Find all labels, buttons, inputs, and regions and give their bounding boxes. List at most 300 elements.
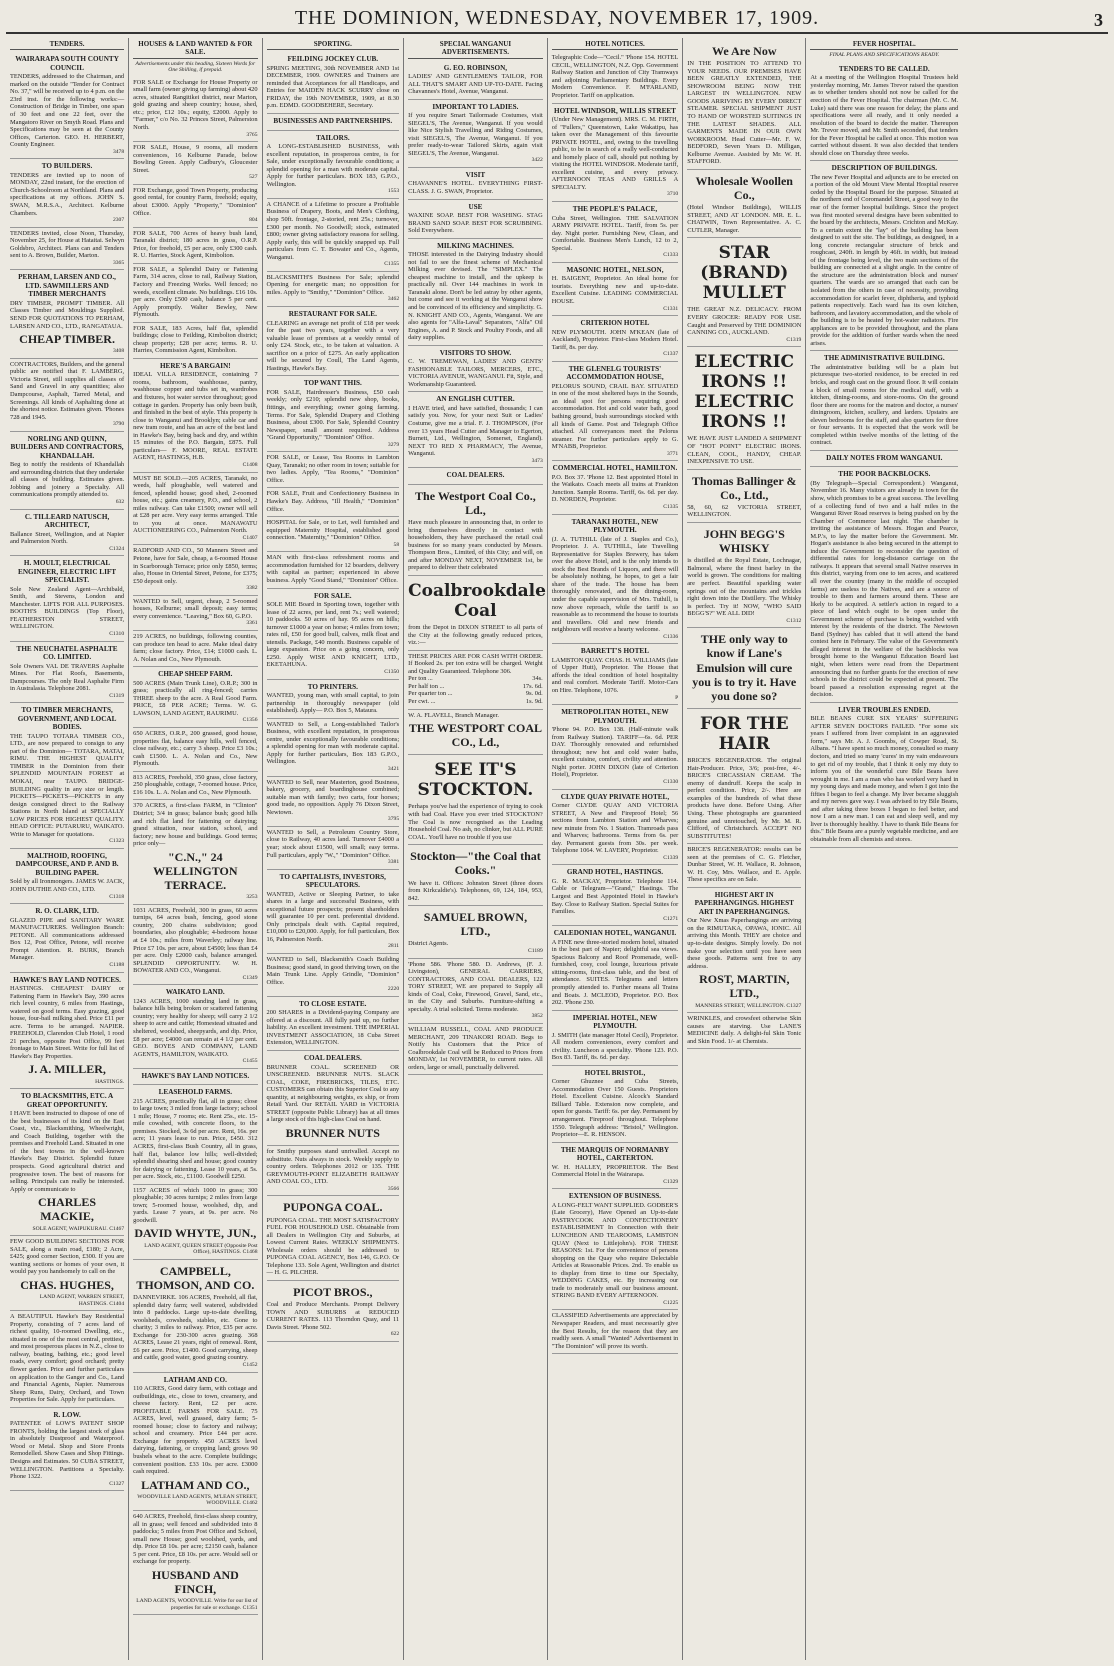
advertisement: [10, 703, 124, 849]
ad-body: WANTED to Sell, a Petroleum Country Store, close to Railway, 40 acres land. Turnover £4000 a year; stock about £1500, will small; easy terms. Full particulars, apply "W.," "Dominion" Office.: [266, 828, 400, 859]
ad-body: WANTED to Sell, near Masterton, good Business, bakery, grocery, and boardinghouse combined; suitable man with family; two carts, four horses; good trade, no opposition. Apply 76 Dixon Street, Newtown.: [266, 778, 400, 816]
advertisement: [10, 159, 124, 227]
advertisement: [133, 772, 257, 801]
ad-body: Have much pleasure in announcing that, in order to bring themselves directly in contact with householders, they have purchased the retail coal business for so many years conducted by Messrs. Thompson Bros., Limited, of this City; and will, on and after MONDAY NEXT, NOVEMBER 1st, be prepared to deliver their celebrated: [408, 519, 543, 572]
advertisement: [133, 905, 257, 986]
price-row: [408, 690, 543, 698]
advertisement: [552, 515, 678, 645]
ad-body: IN THE POSITION TO ATTEND TO YOUR NEEDS. OUR PREMISES HAVE BEEN GREATLY EXTENDED, THE SHOWROOM BEING NOW THE LARGEST IN WELLINGTON. NEW GOODS ARRIVING BY EVERY DIRECT STEAMER. SPECIAL SHIPMENT JUST TO HAND OF WORSTED SUITINGS IN THE LATEST SHADES. ALL GARMENTS MADE IN OUR OWN WORKROOM. Head Cutter—Mr. F. W. BEDFORD, Seven Years D. Milligan, Kelburne Avenue. Assisted by Mr. W. H. STAFFORD.: [687, 60, 802, 166]
ad-reference: C1333: [663, 252, 679, 259]
ad-reference: 3478: [112, 148, 125, 155]
ad-reference: C1324: [109, 545, 125, 552]
ad-heading: TO CLOSE ESTATE.: [299, 999, 367, 1008]
ad-heading: R. LOW.: [53, 1410, 81, 1419]
section-heading: FEVER HOSPITAL.: [810, 40, 958, 50]
advertisement: [687, 709, 801, 844]
ad-heading: COMMERCIAL HOTEL, HAMILTON.: [552, 464, 678, 473]
advertisement: [810, 467, 958, 702]
ad-reference: SOLE AGENT, WAIPUKURAU. C1467: [32, 1225, 125, 1232]
ad-heading: H. MOULT, ELECTRICAL ENGINEER, ELECTRIC LIFT SPECIALIST.: [18, 559, 117, 585]
advertisement: [133, 264, 257, 323]
advertisement: [408, 906, 543, 958]
ad-body: Corner Ghuznee and Cuba Streets, Accommodation Over 150 Guests. Proprietors Hotel. Excellent Cuisine. Alcock's Standard Billiard Table. Extension now complete, and open for guests. Tariff: 6s. per day. Permanent by arrangement. Fireproof throughout. Telephone 1550. Telegraph address: "Bristol," Wellington. Proprietor—E. R. HENSON.: [551, 1078, 679, 1139]
ad-heading: HAWKE'S BAY LAND NOTICES.: [13, 975, 121, 984]
advertisement: [552, 263, 678, 316]
ad-reference: C1189: [528, 948, 543, 954]
ad-body: WANTED to Sell, a Long-established Tailor's Business, with excellent reputation, in prosperous centre, under exceptionally favourable conditions; a splendid opening for man with moderate capital. Apply for further particulars, Box 183 G.P.O., Wellington.: [266, 720, 400, 766]
advertisement: [133, 728, 257, 772]
ad-heading: HIGHEST ART IN PAPERHANGINGS. HIGHEST ART IN PAPERHANGINGS.: [694, 890, 794, 916]
advertisement: [408, 200, 543, 239]
ad-reference: 622: [390, 1331, 400, 1338]
ad-body: District Agents.: [408, 940, 449, 948]
price-row: [408, 675, 543, 683]
ad-body: (Hotel Windsor Buildings), WILLIS STREET, AND AT LONDON. MR. E. L. CHATWIN, Town Representative. A. C. CUTLER, Manager.: [687, 204, 802, 234]
advertisement: [552, 1066, 678, 1143]
advertisement: [552, 1189, 678, 1310]
ad-heading: MALTHOID, ROOFING, DAMPCOURSE, AND P. AND B. BUILDING PAPER.: [15, 852, 119, 877]
advertisement: [10, 359, 124, 432]
ad-heading: THE POOR BACKBLOCKS.: [838, 470, 931, 479]
ad-name: PUPONGA COAL.: [283, 1200, 383, 1215]
ad-heading: R. O. CLARK, LTD.: [35, 907, 99, 916]
advertisement: [10, 270, 124, 358]
ad-body: RADFORD AND CO., 50 Manners Street and Petone, have for Sale, cheap, a 6-roomed House in Scarborough Terrace; price only £850, terms; also, House in Oriental Street, Petone, for £375; £50 deposit only.: [133, 547, 258, 585]
ad-reference: 3421: [387, 765, 400, 772]
advertisement: [267, 827, 400, 870]
advertisement: [267, 1146, 400, 1196]
ad-heading: LEASEHOLD FARMS.: [158, 1088, 232, 1097]
advertisement: [408, 485, 543, 576]
ad-body: TENDERS invited, close Noon, Thursday, November 25, for House at Hataitai. Selwyn Goldsbro, Architect. Plans can and Tenders sent to A. Brown, Builder, Marton.: [10, 229, 125, 260]
ad-reference: C1335: [663, 504, 679, 511]
ad-reference: 3408: [112, 348, 125, 355]
ad-body: THESE PRICES ARE FOR CASH WITH ORDER. If Booked 2s. per ton extra will be charged. Weight and Quality Guaranteed. Telephone 306.: [408, 652, 543, 675]
ad-body: 500 ACRES (Main Trunk Line), O.R.P.; 300 in grass; practically all ring-fenced; carries THREE sheep to the acre. A Real Good Farm. PRICE, £8 PER ACRE; Terms. W. G. LAWSON, LAND AGENT, RAURIMU.: [133, 679, 258, 717]
ad-name: LATHAM AND CO.,: [141, 1477, 250, 1492]
ad-body: CONTRACTORS, Builders, and the general public are notified that F. LAMBERG, Victoria Street, still supplies all classes of Sand and Gravel in any quantities; also Dampcourse, Asphalt, Tarred Metal, and Screenings. All kinds of Asphalting done at the shortest notice. Estimates given. 'Phones 728 and 1945.: [10, 360, 125, 421]
advertisement: [552, 705, 678, 789]
ad-name: Thomas Ballinger & Co., Ltd.,: [692, 473, 797, 502]
advertisement: [810, 161, 958, 351]
advertisement: [10, 973, 124, 1090]
advertisement: [408, 468, 543, 484]
ad-body: 1031 ACRES, Freehold, 300 in grass, 60 acres turnips, 64 acres bush, fencing, good stone country, 200 chains subdivision; good boundaries, also ploughable; 4-bedroom house at £4 10s.; miles from Waverley; railway line. Price £7 10s. per acre, about £4500; less than £4 per acre. Only £2000 cash, balance arranged. SPLENDID OPPORTUNITY. W. H. BOWATER AND CO., Wanganui.: [133, 906, 258, 975]
ad-body: Corner CLYDE QUAY AND VICTORIA STREET, A New and Fireproof Hotel; 56 sections from Lambton Station and Wharves; new minute from No. 1 Station. Tramroads pass and Wharves; bathrooms. Terms from 6s. per day. Permanent guests from 30s. per week. Telephone 1064. W. LAVERY, Proprietor.: [551, 801, 679, 855]
advertisement: [267, 870, 400, 954]
advertisement: [810, 451, 958, 467]
advertisement: [133, 800, 257, 904]
ad-name: Stockton—"the Coal that Cooks.": [410, 849, 541, 878]
advertisement: [267, 552, 400, 588]
ad-reference: C1271: [663, 915, 679, 922]
ad-body: FOR SALE, 183 Acres, half flat, splendid buildings; close to Feilding, Kimbolton district; cheap property; £28 per acre; terms. R. U. Harries, Commission Agent, Kimbolton.: [133, 324, 258, 355]
advertisement: [687, 347, 801, 469]
ad-body: Telegraphic Code—"Cecil." 'Phone 154. HOTEL CECIL, WELLINGTON, N.Z. Opp. Government Railway Station and Junction of City Tramways and adjoining Parliamentary Buildings. Every Modern Convenience. F. M'FARLAND, Proprietor. Tariff on application.: [551, 54, 679, 99]
ad-body: is distilled at the Royal Estate, Lochnagar, Balmoral, where the finest barley in the world is grown. The conditions for malting are perfect. Beautiful sparkling water springs out of the mountains and trickles right down into the Distillery. The Whisky is perfect. Try it! NOW, "WHO SAID BEGG'S?" WE ALL DID!: [687, 557, 802, 618]
ad-reference: C1319: [109, 692, 125, 699]
price-value: 34s.: [532, 675, 543, 683]
advertisement: [133, 1085, 257, 1185]
ad-heading: BUSINESSES AND PARTNERSHIPS.: [273, 117, 393, 126]
ad-body: (Under New Management). MRS. C. M. FIRTH, of "Fullers," Queenstown, Lake Wakatipu, has taken over the Management of this favourite PRIVATE HOTEL, and, owing to the travelling public, to be in search of a really well-conducted and homely place of call, should put nothing by visiting the HOTEL WINDSOR. Moderate tariff, excellent cuisine, and every privacy. AFTERNOON TEAS AND GRILLS A SPECIALTY.: [551, 116, 679, 191]
ad-heading: HOTEL WINDSOR, WILLIS STREET: [553, 106, 676, 115]
ad-heading: THE NEUCHATEL ASPHALTE CO. LIMITED.: [16, 644, 118, 662]
ad-name: BRUNNER NUTS: [285, 1125, 380, 1140]
ad-reference: C1407: [242, 534, 258, 541]
ad-body: BLACKSMITH'S Business For Sale; splendid Opening for energetic man; no opposition for miles. Apply to "Smithy," "Dominion" Office.: [266, 273, 400, 296]
ad-heading: THE MARQUIS OF NORMANBY HOTEL, CARTERTON.: [560, 1145, 670, 1163]
ad-heading: CRITERION HOTEL: [580, 319, 650, 328]
ad-body: HOSPITAL for Sale, or to Let, well furnished and equipped Maternity Hospital, established good connection. "Maternity," "Dominion" Office.: [266, 519, 400, 542]
ad-heading: USE: [468, 202, 483, 211]
advertisement: [267, 954, 400, 997]
ad-heading: FEILDING JOCKEY CLUB.: [287, 55, 379, 64]
advertisement: [133, 473, 257, 546]
ad-heading: AN ENGLISH CUTTER.: [436, 395, 515, 404]
price-list: [408, 675, 543, 705]
ad-body: FOR SALE, Hairdresser's Business, £50 cash weekly; only £210; splendid new shop, books, fittings, and everything; owner going farming. Terms. For Sale, Splendid Drapery and Clothing Business, about £300. For Sale, Splendid Country Newspaper, small amount required. Address "Grand Opportunity," "Dominion" Office.: [266, 388, 400, 442]
ad-reference: 3790: [112, 421, 125, 428]
ad-heading: CLYDE QUAY PRIVATE HOTEL,: [560, 792, 670, 801]
ad-body: BRUNNER COAL. SCREENED OR UNSCREENED. BRUNNER NUTS. SLACK COAL, COKE, FIREBRICKS, TILES, ETC. CUSTOMERS can obtain this Superior Coal to any quantity, at neighbouring weights, ex ship, or from Retail Yard. Our RETAIL YARD in VICTORIA STREET (opposite Public Library) has at all times a large stock of this high-class Coal on hand.: [266, 1063, 400, 1124]
ad-body: FOR SALE or Exchange for House Property or small farm (owner giving up farming) about 420 acres, situated Rangitikei district, near Marton, gold grazing and sheep country; house, shed, etc.; price, £12 10s.; equity, £2000. Apply to "Farmer," c/o No. 32 Princes Street, Palmerston North.: [133, 78, 258, 131]
advertisement: [408, 1024, 543, 1075]
ad-body: Sole Owners VAL DE TRAVERS Asphalte Mines. For Flat Roofs, Basements, Dampcourses. The only Real Asphalte Firm in Australasia. Telephone 2081.: [10, 662, 125, 693]
ad-body: Ballance Street, Wellington, and at Napier and Palmerston North.: [10, 530, 125, 546]
advertisement: [687, 628, 801, 709]
ad-body: P.O. Box 37. 'Phone 12. Best appointed Hotel in the Waikato. Coach meets all trains at Frankton Junction. Sample Rooms. Tariff, 6s. 6d. per day. D. NORDEN, Proprietor.: [551, 473, 679, 504]
ad-body: Sole New Zealand Agent—Archibald, Smith, and Stevens, London and Manchester. LIFTS FOR ALL PURPOSES. BOOTH'S BUILDINGS (Top Floor), FEATHERSTON STREET, WELLINGTON.: [10, 585, 125, 631]
ad-display-heading: Coalbrookdale Coal: [408, 580, 546, 621]
advertisement: [10, 1089, 124, 1236]
advertisement: [267, 997, 400, 1051]
ad-reference: 3765: [246, 131, 258, 138]
advertisement: [687, 1013, 801, 1049]
price-label: Per quarter ton ...: [408, 690, 453, 698]
ad-reference: C1337: [663, 351, 679, 358]
ad-heading: WAIRARAPA SOUTH COUNTY COUNCIL: [15, 55, 119, 72]
ad-heading: MASONIC HOTEL, NELSON,: [566, 265, 664, 274]
advertisement: [267, 52, 400, 114]
advertisement: [10, 849, 124, 904]
price-row: [408, 698, 543, 706]
ad-body: A LONG-ESTABLISHED BUSINESS, with excellent reputation, in prosperous centre, is for Sale, under exceptionally favourable conditions; a splendid opening for a man with moderate capital. Apply for further particulars. BOX 183, G.P.O., Wellington.: [266, 142, 400, 188]
ad-body: DRY TIMBER, PROMPT TIMBER. All Classes Timber and Mouldings Supplied. SEND FOR QUOTATIONS TO PERHAM, LARSEN AND CO., LTD., RANGATAUA.: [10, 299, 125, 330]
advertisement: [408, 346, 543, 393]
ad-reference: LAND AGENTS, WOODVILLE. Write for our list of properties for sale or exchange. C1351: [136, 1598, 258, 1611]
advertisement: [10, 1311, 124, 1408]
ad-body: IDEAL VILLA RESIDENCE, containing 7 rooms, bathroom, washhouse, pantry, washhouse copper and tubs set in, wardrobes and fixtures, hot water service throughout; good cottage in garden. Property has only been built, and finished in the best of style. This property is close to Wanganui and Brooklyn; cable car and new tram route, and has an acre of the best land in Hawke's Bay, being back and dry, and within 15 minutes of the P.O. Bargain, £875. Full particulars— F. MOORE, REAL ESTATE AGENT, HASTINGS, H.B.: [133, 371, 258, 462]
advertisement: [687, 170, 801, 239]
ad-body: 110 ACRES, Good dairy farm, with cottage and outbuildings, etc., close to town, creamery, and cheese factory. Rent, £2 per acre. PROFITABLE FARMS FOR SALE. 75 ACRES, level, well grassed, dairy farm; 5-roomed house; close to factory and railway; school and creamery. Price £44 per acre. Exchange for property. 450 ACRES level dairying, fattening, or cropping land; grows 90 bushels wheat to the acre. Complete buildings; convenient position. £33 10s. per acre. £3000 cash required.: [133, 1385, 258, 1476]
ad-body: C. W. TREMEWAN, LADIES' AND GENTS' FASHIONABLE TAILORS, MERCERS, ETC., VICTORIA AVENUE, WANGANUI. Fit, Style, and Workmanship Guaranteed.: [408, 358, 543, 388]
ad-name: We Are Now: [712, 44, 777, 58]
ad-heading: TO BUILDERS.: [41, 162, 93, 171]
ad-name: PICOT BROS.,: [293, 1284, 373, 1299]
ad-reference: 1553: [387, 188, 400, 195]
ad-reference: C1318: [109, 893, 125, 900]
ad-body: PUPONGA COAL. THE MOST SATISFACTORY FUEL FOR HOUSEHOLD USE. Obtainable from all Dealers in Wellington City and Suburbs, at Lowest Current Rates. WEEKLY SHIPMENTS. Wholesale orders should be addressed to PUPONGA COAL AGENCY, Box 146, G.P.O. Or Telephone 133. Sole Agent, Wellington and district— H. G. PILCHER.: [266, 1216, 400, 1277]
ad-reference: 3852: [531, 1013, 543, 1020]
column-1: [6, 38, 129, 1660]
advertisement: [267, 452, 400, 488]
ad-body: FOR SALE, a Splendid Dairy or Fattening Farm, 314 acres, close to rail, Railway Station, Factory and Freezing Works. Well fenced; no weeds, excellent climate. No buildings. £16 10s. per acre. Only £500 cash, balance 5 per cent. Apply promptly. Walter Bewley, New Plymouth.: [133, 265, 258, 319]
ad-body: 219 ACRES, no buildings, following counties, can produce ten head to acre. Make ideal dairy farm; close factory. Price, £14; £1000 cash. L. A. Nolan and Co., New Plymouth.: [133, 633, 258, 663]
ad-reference: 3566: [387, 1185, 400, 1192]
ad-heading: DAILY NOTES FROM WANGANUI.: [826, 453, 943, 462]
ad-body: 215 ACRES, practically flat, all in grass; close to large town; 3 miled from large factory; school 1 mile; House, 7 rooms; etc. Rent 25s., etc. 15-mile cowshed, with concrete floors, to the premises. Stocked, 3s 6d per acre. Rent, 16s. per acre; 11 years lease to run. Price, £450. 312 ACRES, first-class Bush Country, all in grass, half flat, balance low hills; well-divided; splendid shearing shed and house; good country for dairying or fattening. Lease 10 years, at 5s. per acre. Stock, etc., £1100. Goodwill £250.: [133, 1097, 258, 1181]
ad-display-heading: FOR THE HAIR: [699, 714, 789, 755]
advertisement: [408, 651, 543, 710]
ad-heading: PERHAM, LARSEN AND CO., LTD. SAWMILLERS AND TIMBER MERCHANTS: [18, 273, 116, 299]
ad-reference: C1455: [242, 1058, 258, 1065]
advertisement: [267, 307, 400, 376]
ad-body: The administrative building will be a plain but picturesque two-storied residence, to be erected in red bricks, and rough cast on the ground floor. It will contain a block of small rooms for the medical staff, with a kitchen, dining-rooms, and store-rooms. On the ground floor there are rooms for the matron and doctor, a nurses' diningroom, kitchen, scullery, and larders. Upstairs are eleven bedrooms for the staff, and also quarters for three or four servants. It is expected that the work will be completed within twelve months of the letting of the contract.: [810, 363, 959, 447]
ad-reference: 3462: [387, 296, 400, 303]
ad-heading: G. EO. ROBINSON,: [443, 63, 508, 72]
advertisement: [10, 52, 124, 159]
ad-body: 650 ACRES, O.R.P., 200 grassed, good house, properties flat, balance easy hills, well fenced, close railway, etc.; carry 3 sheep. Price £3 10s.; cash £1500. L. A. Nolan and Co., New Plymouth.: [133, 730, 258, 768]
section-subtitle: Advertisements under this heading, Sixteen Words for One Shilling, if prepaid.: [135, 60, 256, 74]
ad-body: THOSE interested in the Dairying Industry should not fail to see the finest scheme of Mechanical Milking ever devised. The "SIMPLEX." The cheapest machine to install, and the upkeep is practically nil. Over 144 machines in work in Taranaki alone. Don't be led astray by other agents, but come and see it working at the Wanganui show and be convinced of its efficiency and simplicity. G. N. KNIGHT AND CO., Agents, Wanganui. We are also agents for "Alfa-Laval" Separators, "Alfa" Oil Engines, A. and P. Stock and Poultry Foods, and all dairy supplies.: [408, 251, 543, 342]
ad-body: 'Phone 94. P.O. Box 138. (Half-minute walk from Railway Station). TARIFF—6s. 6d. PER DAY. Thoroughly renovated and refurnished throughout; new hot and cold water baths, excellent cuisine, comfort, civility and attention. Night porter. JOHN DIXON (late of Criterion Hotel), Proprietor.: [551, 726, 679, 779]
ad-body: (By Telegraph—Special Correspondent.) Wanganui, November 16. Many visitors are already in town for the show, which promises to be a great success. The levelling of a collecting fund of two and a half miles in the Wanganui River Road reserves is being pushed on by the Chamber of Commerce last night. The chamber is inviting the assistance of Messrs. Hogan and Pearce, M.P.'s, to lay the matter before the Government. Mr. Hogan's assistance is also being secured in the attempt to induce the Government to reconsider the question of differential rates for long-distance carriage on the railways. It appears that several small Native reserves in this district, varying from one to ten acres, and scattered all over the country (many in the middle of occupied farms) are useless to the Natives, and are a source of trouble to them and farmers around them. These are likely to be acquired. A settler's action in regard to a piece of land which ought to be open under the Government scheme of purchase is being watched with interest by the residents of the district. The Newtown Band (Sydney) has cabled that it will attend the band contest here in February. The value of the Government's alleged interest in the welfare of the backblocks was brought home to the Wanganui Education Board last night, when letters were read from the Department announcing that no further grants for the erection of new schools in the district could be expected at present. The board passed a resolution expressing regret at the decision.: [810, 479, 959, 699]
ad-name: JOHN BEGG'S WHISKY: [703, 527, 785, 556]
advertisement: [552, 926, 678, 1010]
ad-display-heading: SEE IT'S STOCKTON.: [417, 760, 534, 801]
ad-reference: C1225: [663, 1299, 679, 1306]
ad-name: J. A. MILLER,: [28, 1062, 106, 1077]
ad-reference: 3279: [387, 441, 400, 448]
ad-heading: COAL DEALERS.: [446, 471, 505, 480]
advertisement: [10, 1236, 124, 1311]
advertisement: [10, 510, 124, 557]
ad-reference: C1319: [786, 336, 802, 343]
ad-body: 1243 ACRES, 1000 standing land in grass, balance hills being broken or scattered fattening country; very healthy for sheep; will carry 2 1/2 sheep to acre and cattle; Homestead situated and sheltered, woolshed, sheepyards, and dip. Price, £8 per acre; £4000 can remain at 4 1/2 per cent. GEO. BOYES AND COMPANY, LAND AGENTS, HAMILTON, WAIKATO.: [133, 997, 258, 1058]
ad-body: (J. A. TUTHILL (late of J. Staples and Co.), Proprietor. J. A. TUTHILL, late Travelling Representative for Staples Brewery, has taken over the above Hotel, and is the only intends to stock the Best Brands of Liquors, and there will be absolutely nothing, he hopes, to get a fair share of the trade. The house has been thoroughly renovated, and the dining-room, under the capable supervision of Mrs. Tuthill, is now above reproach, while the tariff is so reasonable as to recommend the house to tourists and travellers. Old and new friends and neighbours will receive a hearty welcome.: [551, 535, 679, 634]
advertisement: [267, 777, 400, 827]
advertisement: [408, 755, 543, 845]
ad-heading: WAIKATO LAND.: [165, 988, 225, 997]
ad-body: PATENTEE of LOW'S PATENT SHOP FRONTS, holding the largest stock of glass in absolutely Dustproof and Waterproof. Wood or Metal. Shop and Store Fronts Remodelled. Show Cases and Shop Fittings. Designs and Estimates. 50 CUBA STREET, WELLINGTON. Partitions a Specialty. Phone 1322.: [10, 1420, 125, 1481]
ad-heading: NORLING AND QUINN, BUILDERS AND CONTRACTORS, KHANDALLAH.: [10, 434, 124, 460]
advertisement: [552, 362, 678, 461]
ad-body: LADIES' AND GENTLEMEN'S TAILOR, FOR ALL THAT'S SMART AND UP-TO-DATE. Facing Chavannes's Hotel, Avenue, Wanganui.: [408, 72, 543, 96]
price-value: 1s. 9d.: [525, 697, 543, 705]
column-7: [806, 38, 962, 1660]
ad-reference: 3361: [246, 620, 258, 627]
ad-body: THE TAUPO TOTARA TIMBER CO., LTD., are now prepared to consign to any part of the Dominion— TOTARA, MATAI, RIMU. THE HIGHEST QUALITY TIMBER in the Dominion from their SPLENDID MOUNTAIN FOREST at MOKAI, near TAUPO. BRIDGE-BUILDING quality in any size or length. PICKETS—PICKETS—PICKETS in any design consigned direct to the Railway Stations in North Island at SPECIALLY LOW PRICES FOR HIGHEST QUALITY. HEAD OFFICE: PUTARURU, WAIKATO. Write to Manager for quotations.: [10, 732, 125, 838]
ad-reference: 2220: [387, 986, 400, 993]
advertisement: [10, 228, 124, 271]
ad-heading: METROPOLITAN HOTEL, NEW PLYMOUTH.: [561, 708, 669, 725]
ad-reference: 3795: [387, 816, 400, 823]
ad-reference: C1408: [242, 461, 258, 468]
advertisement: [552, 865, 678, 926]
ad-body: DANNEVIRKE. 106 ACRES, Freehold, all flat, splendid dairy farm; well watered, subdivided into 8 paddocks. Large up-to-date dwelling, woolsheds, cowsheds, stables, etc. Gone to charity; 3 miles to railway. Price, £35 per acre. Exchange for 230-300 acres grazing. 368 ACRES, Lease 21 years, right of renewal. Rent, £6 per acre. Price, £1400. Good carrying, sheep and cattle, good water, good grazing country.: [133, 1294, 258, 1362]
price-label: Per cwt. ...: [408, 697, 436, 705]
price-value: 9s. 0d.: [525, 690, 543, 698]
ad-body: BRICE'S REGENERATOR: results can be seen at the premises of C. G. Fletcher, Dunbar Street, W. H. Wallace, R. Johnson, W. H. Coy, Mrs. Wallace, and E. Apple. These specifics are on Sale.: [687, 846, 802, 884]
advertisement: [408, 168, 543, 200]
ad-body: Cuba Street, Wellington. THE SALVATION ARMY PRIVATE HOTEL. Tariff, from 5s. per day. Night porter. Furnishing New, Clean, and Comfortable. Business Men's Lunch, 12 to 2, Special.: [551, 214, 679, 252]
page-number: 3: [1094, 10, 1104, 30]
ad-reference: HASTINGS.: [95, 1078, 125, 1085]
advertisement: [810, 703, 958, 848]
advertisement: [133, 1260, 257, 1373]
advertisement: [408, 710, 543, 756]
ad-display-heading: STAR (BRAND) MULLET: [700, 243, 789, 304]
column-5: [548, 38, 683, 1660]
advertisement: [10, 1408, 124, 1491]
ad-reference: LAND AGENT, QUEEN STREET (Opposite Post Office), HASTINGS. C1468: [144, 1242, 258, 1256]
ad-heading: MILKING MACHINES.: [437, 241, 514, 250]
advertisement: [552, 1143, 678, 1190]
ad-heading: BARRETT'S HOTEL: [580, 647, 650, 656]
ad-name: SAMUEL BROWN, LTD.,: [423, 910, 528, 939]
advertisement: [810, 351, 958, 451]
ad-reference: C1310: [109, 630, 125, 637]
ad-heading: VISITORS TO SHOW.: [439, 348, 512, 357]
ad-body: MAN with first-class refreshment rooms and accommodation furnished for 12 boarders, delivery with capital as partner; experienced in above business. Apply "Good Stand," "Dominion" Office.: [266, 554, 400, 584]
ad-reference: 804: [249, 217, 258, 224]
ad-reference: C1349: [242, 974, 258, 981]
ad-body: H. BAIGENT, Proprietor. An ideal home for tourists. Everything new and up-to-date. Excellent Cuisine. LEADING COMMERCIAL HOUSE.: [551, 275, 679, 306]
ad-body: Beg to notify the residents of Khandallah and surrounding districts that they undertake all classes of building. Estimates given. Jobbing and joinery a Specialty. All communications promptly attended to.: [10, 461, 125, 499]
advertisement: [552, 461, 678, 514]
advertisement: [408, 239, 543, 346]
advertisement: [687, 470, 801, 523]
ad-reference: C1339: [663, 854, 679, 861]
ad-body: 370 ACRES, a first-class FARM, in "Clinton" District; 3/4 in grass; balance bush; good hills and rich flat land for fattening or dairying; grand situation, near station, school, and factory; new house and buildings. Good terms; price only—: [133, 802, 258, 848]
advertisement: [267, 1281, 400, 1342]
advertisement: [133, 1373, 257, 1511]
ad-body: WANTED to Sell, Blacksmith's Coach Building Business; good stand, in good thriving town, on the Main Trunk Line. Apply Grindle, "Dominion" Office.: [266, 956, 400, 986]
ad-body: WILLIAM RUSSELL, COAL AND PRODUCE MERCHANT, 209 TINAKORI ROAD. Begs to Notify his Customers that the Price of Coalbrookdale Coal will be Reduced to Prices from MONDAY, 1st NOVEMBER, to current rates. All orders, large or small, punctually delivered.: [408, 1026, 543, 1071]
ad-heading: THE PEOPLE'S PALACE,: [572, 205, 658, 214]
ad-body: TENDERS are invited up to noon of MONDAY, 22nd instant, for the erection of Church-Schoolroom at Northland. Plans and specifications at my offices. JOHN S. SWAN, M.R.S.A., Architect. Kelburne Chambers.: [10, 171, 125, 217]
ad-body: WRINKLES, and crowsfeet otherwise Skin causes are starving. Use LANE'S MEDICINE daily. A delight-ful Skin Tonic and Skin Food. 1/- at Chemists.: [687, 1015, 802, 1045]
advertisement: [687, 40, 801, 170]
ad-body: I HAVE tried, and have satisfied, thousands; I can satisfy you. Now, for your next Suit or Ladies' Costume, give me a trial. F. J. THOMPSON, (For over 13 years Head Cutter and Manager to Egerton, Burnett, Ltd., Wellington, Somerset, England). NEXT TO RED X PHARMACY, The Avenue, Wanganui.: [408, 404, 543, 458]
ad-body: BILE BEANS CURE SIX YEARS' SUFFERING AFTER SEVEN DOCTORS FAILED. "For some six years I suffered from liver complaint in an aggravated form," says Mr. A. J. Goombs, of Cowper Road, St. Albans. "I have spent so much money, consulted so many doctors, and tried so many 'cures' in my vain endeavours to get rid of my trouble, that I think it only my duty to inform you of the wonderful cure Bile Beans have wrought in me. I am a man who has worked very hard in my young days and made money, and when I got into the fifties I began to feel a change. My liver became sluggish and my nerves gave way. I was advised to try Bile Beans, and after taking three boxes I began to feel better, and now I am a new man. I can eat and sleep well, and my liver is thoroughly healthy. I have to thank Bile Beans for this." Bile Beans are a purely vegetable medicine, and are obtainable from all chemists and stores.: [810, 715, 959, 843]
advertisement: [267, 1196, 400, 1281]
advertisement: [133, 1069, 257, 1085]
advertisement: [133, 185, 257, 228]
ad-body: 200 SHARES in a Dividend-paying Company are offered at a discount. All fully paid up, no further liability. An excellent investment. THE IMPERIAL INVESTMENT ASSOCIATION, 18 Cuba Street Extension, WELLINGTON.: [266, 1009, 400, 1047]
advertisement: [133, 631, 257, 667]
column-3: [263, 38, 405, 1660]
ad-heading: TO PRINTERS.: [307, 682, 358, 691]
ad-reference: 527: [249, 174, 258, 181]
ad-name: CHAS. HUGHES,: [20, 1277, 114, 1292]
ad-reference: WOODVILLE LAND AGENTS, M'LEAN STREET, WOODVILLE. C1462: [137, 1493, 258, 1507]
ad-body: A FINE new three-storied modern hotel, situated in the best part of Napier; delightful sea views. Spacious Balcony and Roof Promenade, well-furnished, cosy, cool lounge, luxurious private sitting-rooms, first-class table, and the best of attendance. SUITES. Telegrams and letters promptly attended to. Further means all Trains and Boats. J. MCLEOD, Proprietor. P.O. Box 202. 'Phone 230.: [551, 938, 679, 1007]
advertisement: [133, 596, 257, 631]
ad-reference: 3422: [531, 157, 543, 164]
advertisement: [10, 556, 124, 641]
advertisement: [267, 719, 400, 777]
ad-heading: RESTAURANT FOR SALE.: [288, 310, 377, 319]
advertisement: [810, 62, 958, 162]
section-subtitle: FINAL PLANS AND SPECIFICATIONS READY.: [829, 52, 940, 59]
advertisement: [267, 589, 400, 680]
ad-body: At a meeting of the Wellington Hospital Trustees held yesterday morning, Mr. James Trevor raised the question as to whether tenders should not now be called for the erection of the Fever Hospital. The chairman (Mr. C. M. Luke) said there was one reason for delay; the plans and specifications were all ready, and it only needed a resolution of the board to decide the matter. Thereupon Mr. Trevor moved, and Mr. Smith seconded, that tenders for the Fever Hospital be called at once. This motion was carried without dissent. It was also decided that tenders should close on Thursday three weeks.: [810, 74, 959, 157]
ad-reference: 3365: [112, 259, 125, 266]
ad-heading: TOP WANT THIS.: [303, 379, 362, 388]
ad-heading: DESCRIPTION OF BUILDINGS.: [831, 164, 937, 173]
ad-body: NEW PLYMOUTH. JOHN M'KEAN (late of Auckland), Proprietor. First-class Modern Hotel. Tariff, 8s. per day.: [551, 328, 679, 351]
column-6: [683, 38, 806, 1660]
advertisement: [133, 1185, 257, 1260]
advertisement: [10, 642, 124, 704]
ad-name: HUSBAND AND FINCH,: [151, 1567, 239, 1596]
advertisement: [552, 644, 678, 705]
ad-body: WANTED, Active or Sleeping Partner, to take shares in a large and successful Business, with exceptional future prospects; present shareholders will guarantee 10 per cent. preferential dividend. Only principals dealt with. Capital required, £10,000 to £20,000. Apply, for full particulars, Box 16, Palmerston North.: [266, 890, 400, 943]
ad-body: J. SMITH (late manager Hotel Cecil), Proprietor. All modern conveniences, every comfort and civility. Luncheon a speciality. 'Phone 123. P.O. Box 83. Tariff, 8s. 6d. per day.: [551, 1031, 679, 1062]
ad-heading: TENDERS TO BE CALLED.: [838, 64, 930, 73]
ad-body: CLASSIFIED Advertisements are appreciated by Newspaper Readers, and must necessarily give the Best Results, for the reason that they are readily seen. A small "Wanted" Advertisement in "The Dominion" will prove its worth.: [551, 1312, 679, 1350]
ad-body: WANTED, young man, with small capital, to join partnership in thoroughly newspaper (old established). Apply— P.O. Box 5, Mataura.: [266, 692, 400, 715]
advertisement: [552, 790, 678, 866]
masthead-title: THE DOMINION, WEDNESDAY, NOVEMBER 17, 1909.: [294, 7, 820, 30]
ad-body: PELORUS SOUND, CRAIL BAY. SITUATED in one of the most sheltered bays in the Sounds, an ideal spot for persons requiring good accommodation. Hot and cold water bath, good bathing ground, bush surroundings stocked with all kinds of Game. Post and Telegraph Office attached. All conveyances meet the Pelorus steamer. For further particulars apply to G. M'NABB, Proprietor.: [551, 382, 679, 451]
advertisement: [133, 142, 257, 185]
ad-body: FOR SALE, Fruit and Confectionery Business in Hawke's Bay. Address, "Ill Health," "Dominion" Office.: [266, 490, 400, 513]
ad-reference: C1323: [109, 838, 125, 845]
ad-heading: C. TILLEARD NATUSCH, ARCHITECT,: [24, 512, 110, 530]
ad-heading: TO CAPITALISTS, INVESTORS, SPECULATORS.: [279, 872, 386, 890]
ad-heading: CHEAP SHEEP FARM.: [158, 670, 233, 679]
ad-display-heading: ELECTRIC IRONS !! ELECTRIC IRONS !!: [694, 352, 795, 433]
ad-reference: C1356: [242, 717, 258, 724]
advertisement: [133, 667, 257, 728]
ad-heading: IMPORTANT TO LADIES.: [432, 102, 519, 111]
masthead: [6, 6, 1108, 34]
advertisement: [552, 52, 678, 103]
ad-reference: C1312: [786, 617, 802, 624]
ad-body: WAXINE SOAP. BEST FOR WASHING. STAG BRAND SAND SOAP. BEST FOR SCRUBBING. Sold Everywhere.: [408, 212, 543, 235]
ad-reference: 2811: [388, 943, 400, 950]
ad-body: FOR SALE, 700 Acres of heavy bush land, Taranaki district; 180 acres in grass, O.R.P. Price, for freehold, £5 per acre, only £300 cash. R. U. Harries, Stock Agent, Kimbolton.: [133, 229, 258, 260]
advertisement: [267, 1051, 400, 1146]
ad-body: 1157 ACRES of which 1000 in grass; 300 ploughable; 30 acres turnips; 2 miles from large town; 5-roomed house, woolshed, dip, and yards. Lease 7 years, at 9s. per acre. No goodwill.: [133, 1186, 258, 1224]
advertisement: [133, 1511, 257, 1615]
advertisement: [408, 392, 543, 468]
ad-heading: THE ADMINISTRATIVE BUILDING.: [823, 354, 945, 363]
advertisement: [408, 576, 546, 651]
ad-body: W. A. FLAVELL, Branch Manager.: [408, 711, 499, 719]
advertisement: [552, 1310, 678, 1354]
ad-reference: C1327: [109, 1480, 125, 1487]
ad-body: I HAVE been instructed to dispose of one of the best businesses of its kind on the East Coast, viz., Blacksmithing, Wheelwright, and Coach Building, together with the premises and Freehold Land. Situated in one of the best towns in the well-known Hawke's Bay District. Splendid future prospects. Good agricultural district and progressive town. The best of reasons for selling. Principals can really be interested. Apply or communicate to: [10, 1110, 125, 1193]
ad-heading: TO BLACKSMITHS, ETC. A GREAT OPPORTUNITY.: [20, 1092, 114, 1109]
advertisement: [267, 680, 400, 719]
ad-body: 'Phone 586. 'Phone 580. D. Andrews, (F. J. Livingston), GENERAL CARRIERS, CONTRACTORS, AND COAL DEALERS, 122 TORY STREET, WE are prepared to Supply all kinds of Coal, Coke, Firewood, Gravel, Sand, etc., in the City and Suburbs. Furniture-shifting a specialty. A trial solicited. Terms moderate.: [408, 960, 543, 1013]
advertisement: [267, 272, 400, 307]
ad-body: FOR SALE, or Lease, Tea Rooms in Lambton Quay, Taranaki; no other room in town; suitable for two ladies. Apply, "Tea Rooms," "Dominion" Office.: [266, 454, 400, 484]
advertisement: [267, 131, 400, 199]
ad-name: CHEAP TIMBER.: [19, 332, 115, 347]
newspaper-columns: [6, 38, 1108, 1660]
ad-reference: 3473: [531, 457, 543, 464]
ad-heading: HOTEL BRISTOL,: [584, 1068, 646, 1077]
ad-heading: TARANAKI HOTEL, NEW PLYMOUTH.: [571, 517, 659, 535]
ad-body: HASTINGS. CHEAPEST DAIRY or Fattening Farm in Hawke's Bay, 390 acres rich level country, 6 miles from Hastings, watered on good terms. Easy grazing, good house, four-bail milking shed. Price £11 per acre. Terms to be arranged. NAPIER. FREEHOLD, Clarendon Club Hotel, 1 rood 21 perches, opposite Post Office, 99 feet frontage to Main Street. Write for full list of Hawke's Bay Properties.: [10, 984, 125, 1060]
ad-body: A CHANCE of a Lifetime to procure a Profitable Business of Drapery, Boots, and Men's Clothing, shop 50ft. frontage, 2-storied, rent 25s.; turnover, £300 per month. No Goodwill; stock, estimated £800; owner giving satisfactory reasons for selling. Apply early, this will be quickly snapped up. Full particulars from C. T. Bowater and Co., Agents, Wanganui.: [266, 200, 400, 261]
advertisement: [133, 77, 257, 142]
